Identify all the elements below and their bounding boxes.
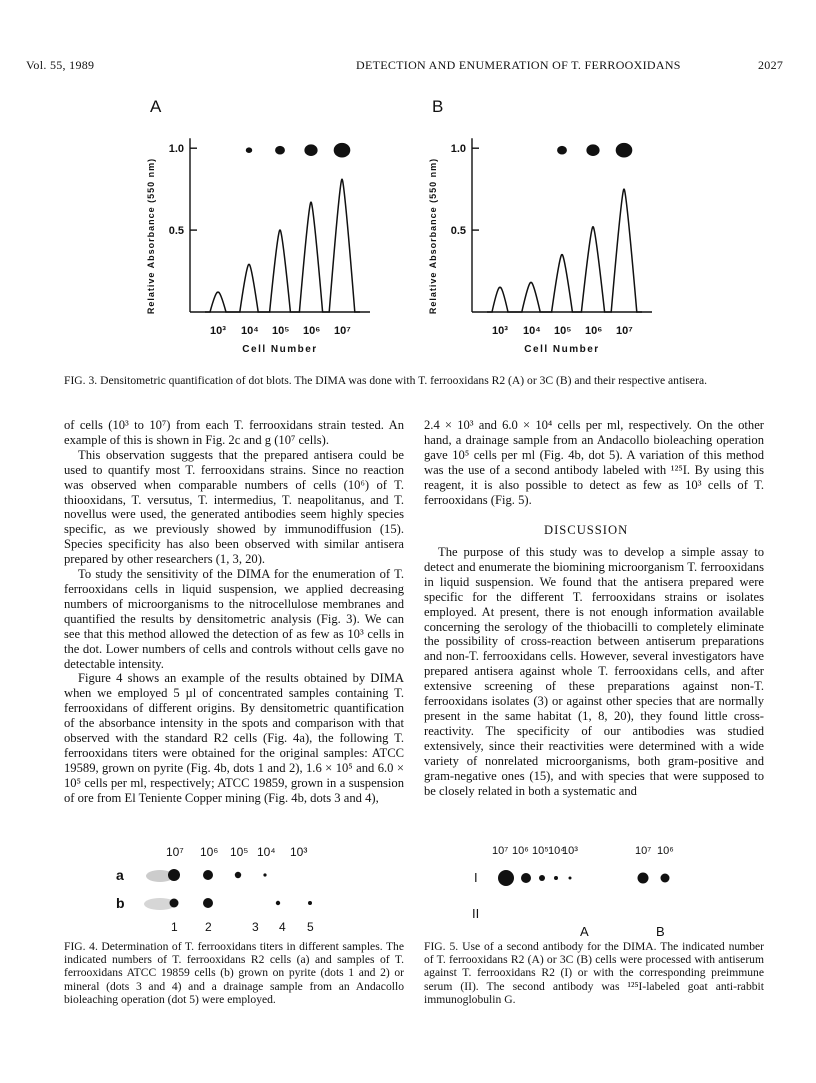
blot-dot <box>203 870 213 880</box>
blot-dot <box>661 874 670 883</box>
column-label: 10³ <box>290 845 308 859</box>
blot-dot <box>616 143 633 158</box>
x-tick-label: 10⁶ <box>585 325 603 337</box>
blot-dot <box>304 144 317 156</box>
dot-number: 1 <box>171 920 178 934</box>
x-axis-label: Cell Number <box>242 344 318 355</box>
dot-number: 2 <box>205 920 212 934</box>
fig3-chart-b <box>412 90 672 365</box>
blot-dot <box>569 877 572 880</box>
fig4-caption: FIG. 4. Determination of T. ferrooxidans titers in different samples. The indicated numbers of T. ferrooxidans R2 cells (a) and samples of T. ferrooxidans ATCC 19859 cells (b) grown on pyrite (dots 1 and 2) or mineral (dots 3 and 4) and a drainage sample from an Andacollo bioleaching operation (dot 5) were employed. <box>64 940 404 1006</box>
densitometry-trace <box>205 179 360 312</box>
fig5-caption: FIG. 5. Use of a second antibody for the DIMA. The indicated number of T. ferrooxidans R2 (A) or 3C (B) cells were processed with antiserum against T. ferrooxidans R2 (I) or with the corresponding preimmune serum (II). The second antibody was ¹²⁵I-labeled goat anti-rabbit immunoglobulin G. <box>424 940 764 1006</box>
x-tick-label: 10⁷ <box>616 325 633 337</box>
column-label: 10⁷ <box>635 845 652 857</box>
x-tick-label: 10⁵ <box>272 325 290 337</box>
row-label: a <box>116 867 124 883</box>
discussion-body <box>424 545 764 798</box>
fig3-caption: FIG. 3. Densitometric quantification of dot blots. The DIMA was done with T. ferrooxidans R2 (A) or 3C (B) and their respective antisera. <box>64 374 707 387</box>
blot-dot <box>308 901 312 905</box>
blot-dot <box>168 869 180 881</box>
row-label: I <box>474 870 478 885</box>
x-tick-label: 10⁵ <box>554 325 572 337</box>
x-axis-label: Cell Number <box>524 344 600 355</box>
panel-label: B <box>432 97 444 116</box>
y-axis-label: Relative Absorbance (550 nm) <box>428 157 438 315</box>
column-label: 10⁶ <box>512 845 529 857</box>
x-tick-label: 10³ <box>210 325 226 337</box>
densitometry-trace <box>487 189 642 312</box>
fig5-dot-blot <box>460 838 690 938</box>
blot-dot <box>275 146 285 155</box>
paragraph: 2.4 × 10³ and 6.0 × 10⁴ cells per ml, respectively. On the other hand, a drainage sample from an Andacollo bioleaching operation gave 10⁵ cells per ml (Fig. 4b, dot 5). A variation of this method was the use of a second antibody labeled with ¹²⁵I. By using this reagent, it is also possible to detect as few as 10³ cells of T. ferrooxidans (Fig. 5). <box>424 418 764 507</box>
blot-dot <box>170 899 179 908</box>
blot-dot <box>521 873 531 883</box>
y-tick-label: 0.5 <box>168 225 184 238</box>
panel-label: A <box>580 924 589 938</box>
blot-dot <box>638 873 649 884</box>
running-title: DETECTION AND ENUMERATION OF T. FERROOXIDANS <box>356 58 681 72</box>
column-label: 10⁴ <box>257 845 276 859</box>
blot-dot <box>276 901 280 905</box>
panel-label: B <box>656 924 665 938</box>
blot-dot <box>498 870 514 886</box>
fig3-chart-a <box>130 90 390 365</box>
x-tick-label: 10⁴ <box>241 325 259 337</box>
dot-number: 4 <box>279 920 286 934</box>
row-label: b <box>116 895 125 911</box>
dot-number: 5 <box>307 920 314 934</box>
blot-dot <box>203 898 213 908</box>
paragraph: To study the sensitivity of the DIMA for the enumeration of T. ferrooxidans cells in liquid suspension, we applied decreasing numbers of microorganisms to the nitrocellulose membranes and quantified the results by densitometric analysis (Fig. 3). We can see that this method allowed the detection of as few as 10³ cells in the dot. Lower numbers of cells and controls without cells gave no detectable intensity. <box>64 567 404 671</box>
y-tick-label: 1.0 <box>450 143 466 156</box>
panel-label: A <box>150 97 162 116</box>
discussion-heading: DISCUSSION <box>544 523 629 537</box>
paragraph: of cells (10³ to 10⁷) from each T. ferrooxidans strain tested. An example of this is shown in Fig. 2c and g (10⁷ cells). <box>64 418 404 447</box>
column-label: 10⁷ <box>492 845 509 857</box>
blot-dot <box>235 872 241 878</box>
blot-dot <box>554 876 558 880</box>
right-column <box>424 418 764 507</box>
row-label: II <box>472 906 480 921</box>
x-tick-label: 10⁷ <box>334 325 351 337</box>
column-label: 10⁵ <box>230 845 249 859</box>
blot-dot <box>539 875 545 881</box>
blot-dot <box>334 143 351 158</box>
column-label: 10⁴ <box>548 845 565 857</box>
y-axis-label: Relative Absorbance (550 nm) <box>146 157 156 315</box>
paragraph: The purpose of this study was to develop a simple assay to detect and enumerate the biomining microorganism T. ferrooxidans in liquid suspension. We found that the antisera prepared were specific for the different T. ferrooxidans strains or isolates employed. At present, there is not enough information available concerning the serology of the thiobacilli to completely eliminate the possibility of cross-reaction between antiserum preparations and non-T. ferrooxidans cells. However, several investigators have prepared antisera against whole T. ferrooxidans cells, and after extensive screening of these preparations against non-T. ferrooxidans isolates (3) or against other species that are normally present in the same habitat (1, 8, 20), they found little cross-reactivity. The specificity of our antibodies was studied extensively, since their reactivities were determined with a wide variety of nonrelated microorganisms, both gram-positive and gram-negative ones (15), and with species that were supposed to be closely related in both a systematic and <box>424 545 764 798</box>
blot-dot <box>263 873 266 876</box>
blot-dot <box>586 144 599 156</box>
blot-dot <box>557 146 567 155</box>
column-label: 10⁵ <box>532 845 549 857</box>
column-label: 10⁷ <box>166 845 184 859</box>
left-column <box>64 418 404 806</box>
x-tick-label: 10³ <box>492 325 508 337</box>
column-label: 10⁶ <box>657 845 674 857</box>
paragraph: This observation suggests that the prepared antisera could be used to quantify most T. ferrooxidans strains. Since no reaction was observed when comparable numbers of cells (10⁶) of T. thiooxidans, T. versutus, T. intermedius, T. neapolitanus, and T. novellus were used, the generated antibodies seem highly species specific, as we previously showed by immunodiffusion (15). Species specificity has also been observed with similar antisera prepared by other researchers (1, 3, 20). <box>64 447 404 567</box>
volume-label: Vol. 55, 1989 <box>26 58 95 72</box>
column-label: 10⁶ <box>200 845 219 859</box>
fig4-dot-blot <box>110 838 350 938</box>
column-label: 10³ <box>562 845 578 857</box>
y-tick-label: 0.5 <box>450 225 466 238</box>
dot-number: 3 <box>252 920 259 934</box>
x-tick-label: 10⁴ <box>523 325 541 337</box>
paragraph: Figure 4 shows an example of the results obtained by DIMA when we employed 5 µl of concentrated samples containing T. ferrooxidans of different origins. By densitometric quantification of the absorbance intensity in the spots and comparison with that observed with the standard R2 cells (Fig. 4a), the following T. ferrooxidans titers were obtained for the original samples: ATCC 19589, grown on pyrite (Fig. 4b, dots 1 and 2), 1.6 × 10⁵ and 6.0 × 10⁵ cells per ml, respectively; ATCC 19859, grown in a suspension of ore from El Teniente Copper mining (Fig. 4b, dots 3 and 4), <box>64 671 404 805</box>
x-tick-label: 10⁶ <box>303 325 321 337</box>
blot-dot <box>246 147 252 153</box>
page-number: 2027 <box>758 58 784 72</box>
y-tick-label: 1.0 <box>168 143 184 156</box>
